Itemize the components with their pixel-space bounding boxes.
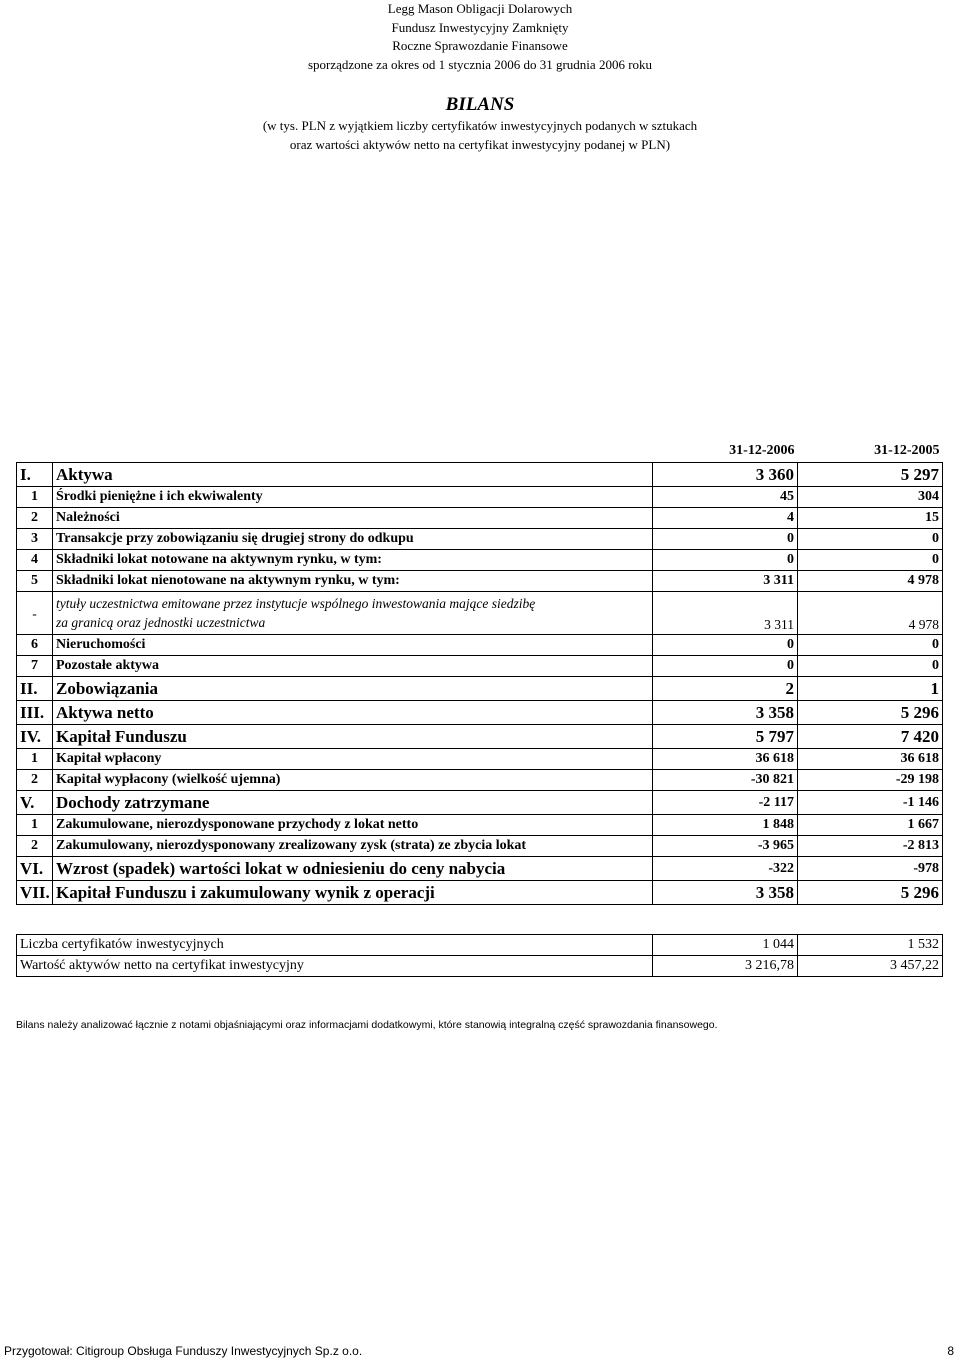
row-label: Zakumulowane, nierozdysponowane przychody z lokat netto [53, 815, 653, 836]
balance-title-block [0, 94, 960, 154]
row-label: Środki pieniężne i ich ekwiwalenty [53, 487, 653, 508]
table-row: II. Zobowiązania 2 1 [17, 677, 943, 701]
row-label: tytuły uczestnictwa emitowane przez instytucje wspólnego inwestowania mające siedzibę za granicą oraz jednostki uczestnictwa [53, 592, 653, 635]
row-label: Należności [53, 508, 653, 529]
row-label: Zobowiązania [53, 677, 653, 701]
table-row: 2 Zakumulowany, nierozdysponowany zrealizowany zysk (strata) ze zbycia lokat -3 965 -2 813 [17, 836, 943, 857]
table-row: 2 Kapitał wypłacony (wielkość ujemna) -30 821 -29 198 [17, 770, 943, 791]
row-label: Składniki lokat notowane na aktywnym rynku, w tym: [53, 550, 653, 571]
document-header [0, 0, 960, 74]
table-row: 4 Składniki lokat notowane na aktywnym rynku, w tym: 0 0 [17, 550, 943, 571]
table-row: IV. Kapitał Funduszu 5 797 7 420 [17, 725, 943, 749]
table-row: 1 Środki pieniężne i ich ekwiwalenty 45 304 [17, 487, 943, 508]
column-header-2006: 31-12-2006 [729, 443, 795, 458]
table-row: I. Aktywa 3 360 5 297 [17, 463, 943, 487]
table-row: VII. Kapitał Funduszu i zakumulowany wynik z operacji 3 358 5 296 [17, 881, 943, 905]
row-label: Wartość aktywów netto na certyfikat inwestycyjny [17, 956, 653, 977]
row-label: Liczba certyfikatów inwestycyjnych [17, 935, 653, 956]
column-header-row [17, 440, 943, 463]
row-label: Kapitał Funduszu i zakumulowany wynik z operacji [53, 881, 653, 905]
table-row: 6 Nieruchomości 0 0 [17, 635, 943, 656]
certificate-table [16, 934, 943, 977]
table-row: VI. Wzrost (spadek) wartości lokat w odniesieniu do ceny nabycia -322 -978 [17, 857, 943, 881]
row-label: Dochody zatrzymane [53, 791, 653, 815]
balance-sheet-table [16, 440, 943, 905]
row-label: Pozostałe aktywa [53, 656, 653, 677]
units-note-line2: oraz wartości aktywów netto na certyfikat inwestycyjny podanej w PLN) [289, 137, 671, 152]
row-label: Aktywa netto [53, 701, 653, 725]
row-label: Kapitał wpłacony [53, 749, 653, 770]
report-period: sporządzone za okres od 1 stycznia 2006 do 31 grudnia 2006 roku [307, 56, 653, 72]
row-label: Wzrost (spadek) wartości lokat w odniesieniu do ceny nabycia [53, 857, 653, 881]
table-row: Wartość aktywów netto na certyfikat inwestycyjny 3 216,78 3 457,22 [17, 956, 943, 977]
table-row: 7 Pozostałe aktywa 0 0 [17, 656, 943, 677]
column-header-2005: 31-12-2005 [874, 443, 940, 458]
fund-type: Fundusz Inwestycyjny Zamknięty [391, 19, 569, 35]
fund-name: Legg Mason Obligacji Dolarowych [387, 1, 573, 16]
table-row: Liczba certyfikatów inwestycyjnych 1 044 1 532 [17, 935, 943, 956]
row-label: Zakumulowany, nierozdysponowany zrealizowany zysk (strata) ze zbycia lokat [53, 836, 653, 857]
row-label: Nieruchomości [53, 635, 653, 656]
table-row: III. Aktywa netto 3 358 5 296 [17, 701, 943, 725]
row-label: Kapitał wypłacony (wielkość ujemna) [53, 770, 653, 791]
footnote: Bilans należy analizować łącznie z notami objaśniającymi oraz informacjami dodatkowymi, które stanowią integralną część sprawozdania finansowego. [16, 1019, 718, 1031]
table-row: 1 Zakumulowane, nierozdysponowane przychody z lokat netto 1 848 1 667 [17, 815, 943, 836]
table-row: V. Dochody zatrzymane -2 117 -1 146 [17, 791, 943, 815]
table-row: - tytuły uczestnictwa emitowane przez instytucje wspólnego inwestowania mające siedzibę za granicą oraz jednostki uczestnictwa 3 311 4 978 [17, 592, 943, 635]
table-row: 2 Należności 4 15 [17, 508, 943, 529]
units-note-line1: (w tys. PLN z wyjątkiem liczby certyfikatów inwestycyjnych podanych w sztukach [262, 118, 698, 133]
prepared-by: Przygotował: Citigroup Obsługa Funduszy Inwestycyjnych Sp.z o.o. [4, 1344, 363, 1358]
table-row: 3 Transakcje przy zobowiązaniu się drugiej strony do odkupu 0 0 [17, 529, 943, 550]
table-row: 1 Kapitał wpłacony 36 618 36 618 [17, 749, 943, 770]
row-label: Aktywa [53, 463, 653, 487]
table-row: 5 Składniki lokat nienotowane na aktywnym rynku, w tym: 3 311 4 978 [17, 571, 943, 592]
page-title: BILANS [445, 94, 515, 115]
page-number: 8 [947, 1344, 954, 1358]
row-label: Składniki lokat nienotowane na aktywnym rynku, w tym: [53, 571, 653, 592]
row-label: Transakcje przy zobowiązaniu się drugiej strony do odkupu [53, 529, 653, 550]
row-label: Kapitał Funduszu [53, 725, 653, 749]
report-name: Roczne Sprawozdanie Finansowe [392, 38, 568, 53]
